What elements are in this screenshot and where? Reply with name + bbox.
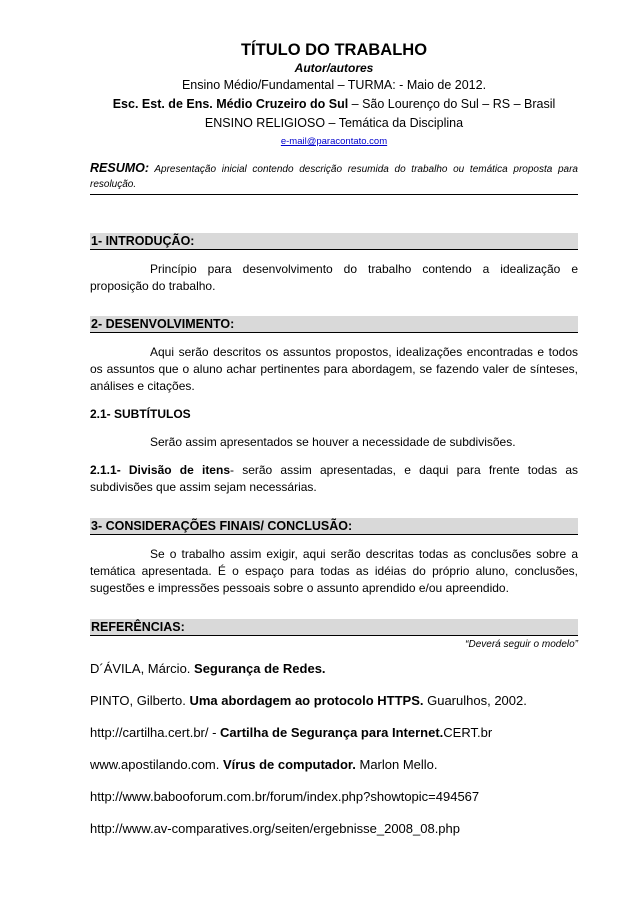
reference-item [90,756,578,774]
reference-item [90,724,578,742]
contact-email-link[interactable]: e-mail@paracontato.com [280,136,388,147]
reference-title: Uma abordagem ao protocolo HTTPS. [189,693,424,708]
abstract-label: RESUMO: [90,161,150,175]
reference-title: Cartilha de Segurança para Internet. [220,725,444,740]
reference-url: http://www.babooforum.com.br/forum/index.php?showtopic=494567 [90,789,480,804]
school-line [30,95,638,114]
introduction-text: Princípio para desenvolvimento do trabalho contendo a idealização e proposição do trabalho. [90,262,578,293]
conclusion-text: Se o trabalho assim exigir, aqui serão descritas todas as conclusões sobre a temática apresentada. É o espaço para todas as idéias do próprio aluno, conclusões, sugestões e impressões pessoais sobre o assunto aprendido e/ou apreendido. [90,547,578,595]
reference-title: Segurança de Redes. [194,661,326,676]
document-title: TÍTULO DO TRABALHO [240,41,428,59]
reference-detail: CERT.br [443,725,493,740]
reference-detail: Marlon Mello. [355,757,438,772]
item-division-body: - serão assim apresentadas, e daqui para frente todas as subdivisões que assim sejam necessárias. [90,463,578,494]
reference-item [90,692,578,710]
reference-author: PINTO, Gilberto. [90,693,190,708]
section-heading-development: 2- DESENVOLVIMENTO: [90,316,578,333]
discipline-line: ENSINO RELIGIOSO – Temática da Disciplina [204,116,464,130]
reference-url: http://cartilha.cert.br/ - [90,725,221,740]
subtitle-heading: 2.1- SUBTÍTULOS [90,407,191,421]
reference-title: Vírus de computador. [222,757,356,772]
reference-item [90,820,578,838]
section-heading-references: REFERÊNCIAS: [90,619,578,636]
section-heading-introduction: 1- INTRODUÇÃO: [90,233,578,250]
reference-url: http://www.av-comparatives.org/seiten/ergebnisse_2008_08.php [90,821,460,836]
authors: Autor/autores [294,61,374,75]
reference-author: D´ÁVILA, Márcio. [90,661,195,676]
school-name: Esc. Est. de Ens. Médio Cruzeiro do Sul [112,97,349,111]
document-page [90,0,578,838]
subtitle-text: Serão assim apresentados se houver a necessidade de subdivisões. [150,435,516,449]
references-note: “Deverá seguir o modelo” [465,639,578,650]
abstract [90,161,578,195]
section-heading-conclusion: 3- CONSIDERAÇÕES FINAIS/ CONCLUSÃO: [90,518,578,535]
item-division-text [90,462,578,496]
item-division-label: 2.1.1- Divisão de itens [90,463,230,477]
reference-item [90,788,578,806]
abstract-text: Apresentação inicial contendo descrição resumida do trabalho ou temática proposta para resolução. [90,164,578,190]
development-text: Aqui serão descritos os assuntos propostos, idealizações encontradas e todos os assuntos que o aluno achar pertinentes para abordagem, se fazendo valer de sínteses, análises e citações. [90,345,578,393]
reference-item [90,660,578,678]
course-line: Ensino Médio/Fundamental – TURMA: - Maio de 2012. [181,78,487,92]
reference-detail: Guarulhos, 2002. [423,693,527,708]
school-location: – São Lourenço do Sul – RS – Brasil [348,97,556,111]
reference-url: www.apostilando.com. [90,757,223,772]
